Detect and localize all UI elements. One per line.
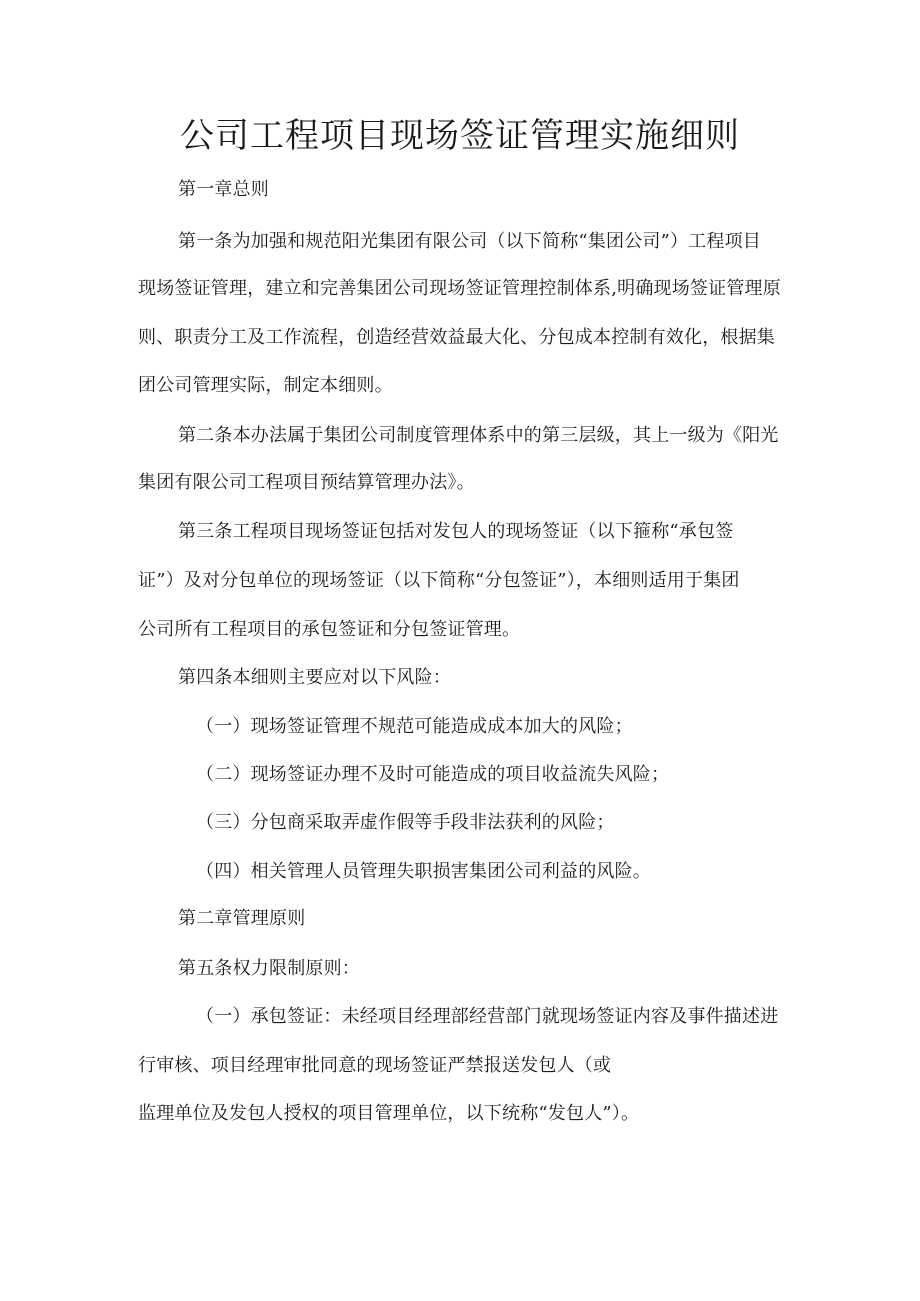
paragraph-line: 第四条本细则主要应对以下风险： bbox=[178, 667, 451, 688]
paragraph-line: 现场签证管理，建立和完善集团公司现场签证管理控制体系,明确现场签证管理原 bbox=[138, 278, 781, 299]
list-item: （四）相关管理人员管理失职损害集团公司利益的风险。 bbox=[196, 861, 651, 882]
paragraph-line: 行审核、项目经理审批同意的现场签证严禁报送发包人（或 bbox=[138, 1055, 612, 1076]
list-item: （二）现场签证办理不及时可能造成的项目收益流失风险； bbox=[196, 764, 670, 785]
paragraph-line: 证”）及对分包单位的现场签证（以下简称“分包签证”），本细则适用于集团 bbox=[138, 570, 740, 591]
paragraph-line: 第三条工程项目现场签证包括对发包人的现场签证（以下箍称“承包签 bbox=[178, 521, 734, 542]
list-item: （一）承包签证：未经项目经理部经营部门就现场签证内容及事件描述进 bbox=[196, 1006, 779, 1027]
paragraph-line: 第一条为加强和规范阳光集团有限公司（以下简称“集团公司”）工程项目 bbox=[178, 231, 762, 252]
list-item: （三）分包商采取弄虚作假等手段非法获利的风险； bbox=[196, 812, 615, 833]
chapter-heading: 第一章总则 bbox=[178, 179, 269, 200]
chapter-heading: 第二章管理原则 bbox=[178, 908, 306, 929]
paragraph-line: 集团有限公司工程项目预结算管理办法》。 bbox=[138, 472, 475, 493]
paragraph-line: 监理单位及发包人授权的项目管理单位，以下统称“发包人”）。 bbox=[138, 1103, 640, 1124]
list-item: （一）现场签证管理不规范可能造成成本加大的风险； bbox=[196, 716, 633, 737]
paragraph-line: 第五条权力限制原则： bbox=[178, 958, 360, 979]
paragraph-line: 公司所有工程项目的承包签证和分包签证管理。 bbox=[138, 619, 521, 640]
paragraph-line: 第二条本办法属于集团公司制度管理体系中的第三层级，其上一级为《阳光 bbox=[178, 425, 779, 446]
page-title: 公司工程项目现场签证管理实施细则 bbox=[180, 116, 740, 156]
paragraph-line: 则、职责分工及工作流程，创造经营效益最大化、分包成本控制有效化，根据集 bbox=[138, 327, 775, 348]
paragraph-line: 团公司管理实际，制定本细则。 bbox=[138, 375, 393, 396]
